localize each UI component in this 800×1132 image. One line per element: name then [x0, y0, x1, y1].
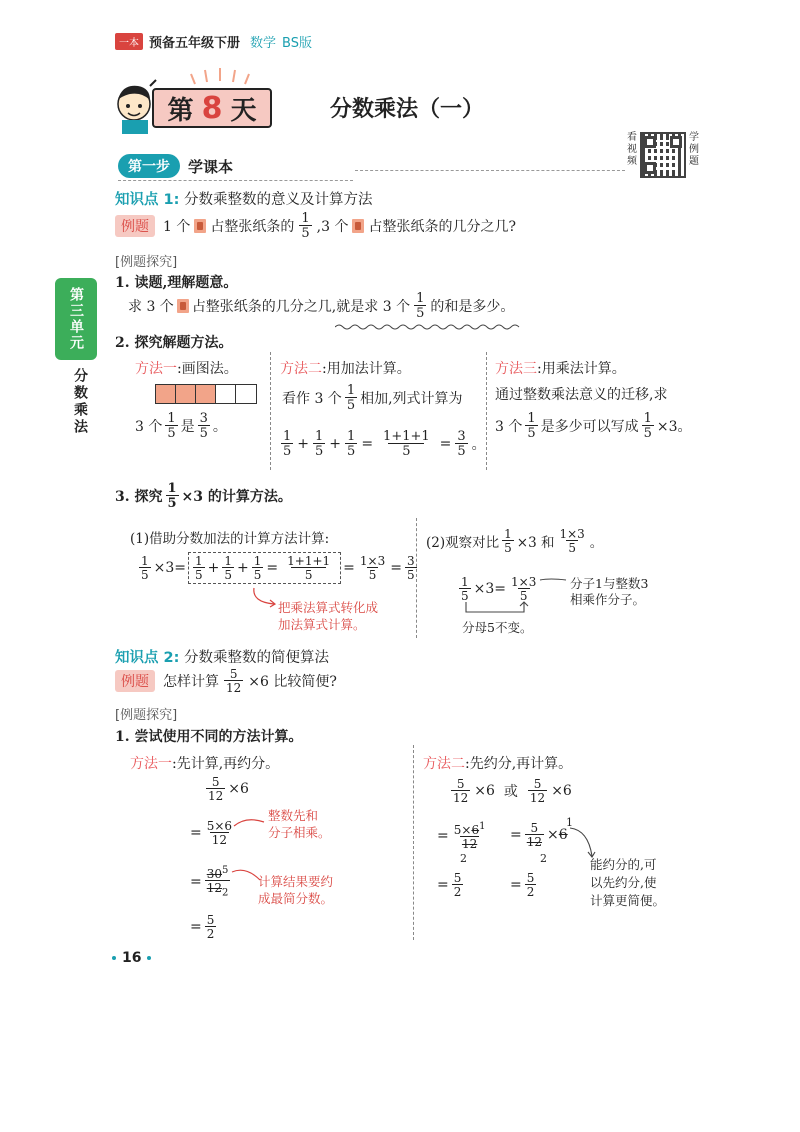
step-title: 学课本 [188, 157, 234, 176]
mB-step3b: = $\frac{5}{2}$ [510, 871, 535, 899]
day-prefix: 第 [167, 95, 194, 126]
qr-left-label: 看视频 [627, 132, 637, 167]
mB-step1: $\frac{5}{12}$ ×6 或 $\frac{5}{12}$ ×6 [453, 777, 572, 805]
s3-title: 3. 探究 $\frac{1}{5}$ ×3 的计算方法。 [115, 481, 292, 511]
mB-sup1: 1 [566, 816, 573, 829]
m3-heading: 方法三:用乘法计算。 [495, 361, 626, 377]
strip-icon [194, 219, 206, 233]
side-topic: 分数乘法 [72, 368, 88, 436]
example-tag: 例题 [115, 670, 155, 692]
m1-heading: 方法一:画图法。 [135, 361, 238, 377]
mA-step2: = $\frac{5\times 6}{12}$ [190, 819, 233, 847]
m2-heading: 方法二:用加法计算。 [280, 361, 411, 377]
divider [486, 352, 487, 470]
m2-line1: 看作 3 个 $\frac{1}{5}$ 相加,列式计算为 [282, 383, 463, 413]
strip-diagram [155, 384, 257, 404]
step-label: 第一步 [118, 154, 180, 178]
lesson-title: 分数乘法（一） [330, 97, 485, 122]
fraction: $\frac{1}{5}$ [416, 291, 425, 321]
fraction: $\frac{1}{5}$ [301, 211, 310, 241]
edition: BS版 [282, 36, 312, 51]
step-line [355, 170, 625, 171]
ex1-text: 占整张纸条的几分之几? [368, 219, 516, 235]
divider [416, 518, 417, 638]
qr-code-icon[interactable] [640, 132, 686, 178]
s1-body: 求 3 个 占整张纸条的几分之几,就是求 3 个 $\frac{1}{5}$ 的和是多少。 [128, 291, 515, 321]
ex1-text: ,3 个 [316, 219, 349, 235]
book-name: 预备五年级下册 [149, 36, 241, 51]
p1-title: (1)借助分数加法的计算方法计算: [130, 531, 330, 547]
p1-equation: $\frac{1}{5}$ ×3= $\frac{1}{5}$ + $\frac{1}{5}$ + $\frac{1}{5}$ = $\frac{1+1+1}{5}$ = $\frac{1\times 3}{5}$ = $\frac{3}{5}$ [141, 554, 415, 582]
divider [270, 352, 271, 470]
day-number: 8 [201, 90, 223, 126]
mA-step4: = $\frac{5}{2}$ [190, 913, 215, 941]
strip-icon [177, 299, 189, 313]
ex1-text: 1 个 [163, 219, 191, 235]
m2-equation: $\frac{1}{5}$ + $\frac{1}{5}$ + $\frac{1}{5}$ = $\frac{1+1+1}{5}$ = $\frac{3}{5}$ 。 [283, 429, 486, 459]
arrow-icon [460, 575, 570, 618]
kp1-title: 分数乘整数的意义及计算方法 [184, 192, 373, 208]
qr-right-label: 学例题 [689, 132, 699, 167]
strip-icon [352, 219, 364, 233]
rays-icon [185, 66, 255, 86]
mB-step2a: = $\frac{5\times 6^1}{12}$ [437, 821, 486, 851]
s2-title: 2. 探究解题方法。 [115, 335, 233, 351]
mA-step1: $\frac{5}{12}$ ×6 [208, 775, 249, 803]
arrow-icon [568, 826, 598, 860]
example1 [115, 212, 516, 240]
arrow-icon [250, 588, 280, 610]
ex1-text: 占整张纸条的 [210, 219, 295, 235]
m3-line1: 通过整数乘法意义的迁移,求 [495, 387, 668, 403]
mB-step3a: = $\frac{5}{2}$ [437, 871, 462, 899]
p2-note-top: 分子1与整数3 相乘作分子。 [570, 576, 649, 608]
m3-line2: 3 个 $\frac{1}{5}$ 是多少可以写成 $\frac{1}{5}$ ×3。 [495, 411, 692, 441]
mB-sub2b: 2 [540, 852, 547, 865]
s4-title: 1. 尝试使用不同的方法计算。 [115, 729, 303, 745]
mA-heading: 方法一:先计算,再约分。 [130, 756, 280, 772]
p2-equation: $\frac{1}{5}$ ×3= $\frac{1\times 3}{5}$ [461, 575, 537, 603]
kp1-heading [115, 188, 373, 209]
mA-step3: = $\frac{30^5}{12_2}$ [190, 865, 229, 899]
subject: 数学 [250, 36, 277, 51]
brand-logo: 一本 [115, 33, 143, 50]
day-suffix: 天 [230, 95, 257, 126]
mA-note1: 整数先和 分子相乘。 [268, 808, 331, 840]
side-tab [55, 278, 97, 360]
m1-result: 3 个 $\frac{1}{5}$ 是 $\frac{3}{5}$ 。 [135, 411, 227, 441]
p1-note: 把乘法算式转化成 加法算式计算。 [278, 600, 379, 632]
mB-step2b: = $\frac{5}{12}$ ×6 [510, 821, 568, 849]
kp2-heading: 知识点 2: 分数乘整数的简便算法 [115, 650, 330, 666]
explore-label: [例题探究] [115, 255, 178, 270]
kp1-label: 知识点 1: [115, 192, 180, 208]
dashed-box: $\frac{1}{5}$ + $\frac{1}{5}$ + $\frac{1}{5}$ = $\frac{1+1+1}{5}$ [188, 552, 341, 584]
example-tag: 例题 [115, 215, 155, 237]
step-header [118, 154, 353, 181]
s1-title: 1. 读题,理解题意。 [115, 275, 238, 291]
side-unit: 第三单元 [68, 287, 84, 351]
example2: 例题 怎样计算 $\frac{5}{12}$ ×6 比较简便? [115, 668, 337, 694]
page-number: 16 [112, 950, 151, 966]
p2-note-bottom: 分母5不变。 [462, 620, 533, 635]
arrow-icon [232, 816, 268, 830]
explore-label: [例题探究] [115, 708, 178, 723]
wavy-underline [335, 324, 520, 330]
mB-sub2: 2 [460, 852, 467, 865]
divider [413, 745, 414, 940]
mA-note2: 计算结果要约 成最简分数。 [258, 874, 334, 906]
header [115, 32, 312, 51]
mB-heading: 方法二:先约分,再计算。 [423, 756, 573, 772]
day-banner [152, 88, 272, 128]
p2-title: (2)观察对比 $\frac{1}{5}$ ×3 和 $\frac{1\times 3}{5}$ 。 [426, 527, 604, 555]
mB-note: 能约分的,可 以先约分,使 计算更简便。 [590, 857, 666, 909]
